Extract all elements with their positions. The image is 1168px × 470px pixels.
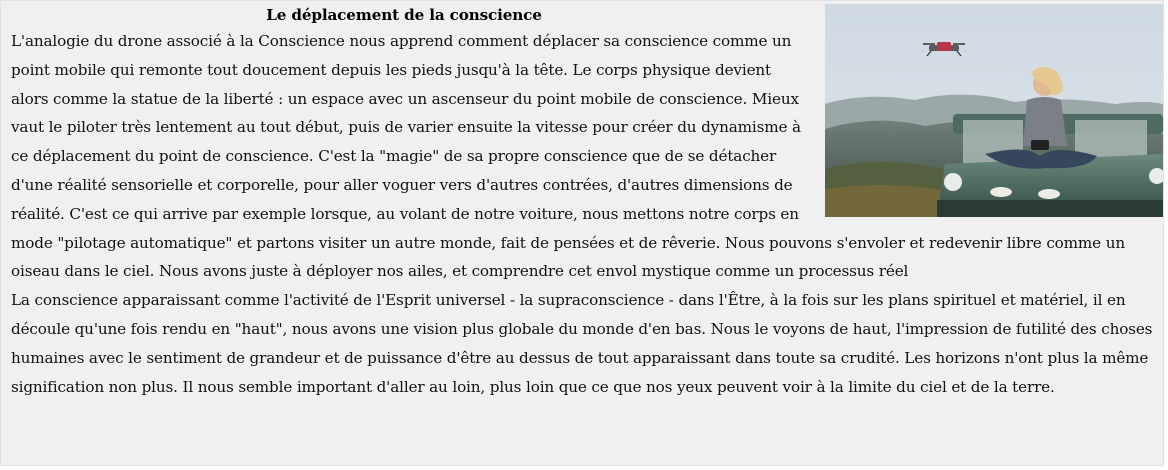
article-content bbox=[11, 3, 1157, 401]
woman-on-jeep-with-drone-photo bbox=[825, 4, 1163, 217]
article-paragraph: L'analogie du drone associé à la Conscience nous apprend comment déplacer sa conscience comme un point mobile qui remonte tout doucement depuis les pieds jusqu'à la tête. Le corps physique devient alors comme la statue de la liberté : un espace avec un ascenseur du point mobile de conscience. Mieux vaut le piloter très lentement au tout début, puis de varier ensuite la vitesse pour créer du dynamisme à ce déplacement du point de conscience. C'est la "magie" de sa propre conscience que de se détacher d'une réalité sensorielle et corporelle, pour aller voguer vers d'autres contrées, d'autres dimensions de réalité. C'est ce qui arrive par exemple lorsque, au volant de notre voiture, nous mettons notre corps en mode "pilotage automatique" et partons visiter un autre monde, fait de pensées et de rêverie. Nous pouvons s'envoler et redevenir libre comme un oiseau dans le ciel. Nous avons juste à déployer nos ailes, et comprendre cet envol mystique comme un processus réel bbox=[11, 32, 1125, 281]
article-paragraph: La conscience apparaissant comme l'activité de l'Esprit universel - la supraconscience - dans l'Être, à la fois sur les plans spirituel et matériel, il en découle qu'une fois rendu en "haut", nous avons une vision plus globale du monde d'en bas. Nous le voyons de haut, l'impression de futilité des choses humaines avec le sentiment de grandeur et de puissance d'être au dessus de tout apparaissant dans toute sa crudité. Les horizons n'ont plus la même signification non plus. Il nous semble important d'aller au loin, plus loin que ce que nos yeux peuvent voir à la limite du ciel et de la terre. bbox=[11, 291, 1153, 396]
article-title: Le déplacement de la conscience bbox=[266, 6, 542, 24]
